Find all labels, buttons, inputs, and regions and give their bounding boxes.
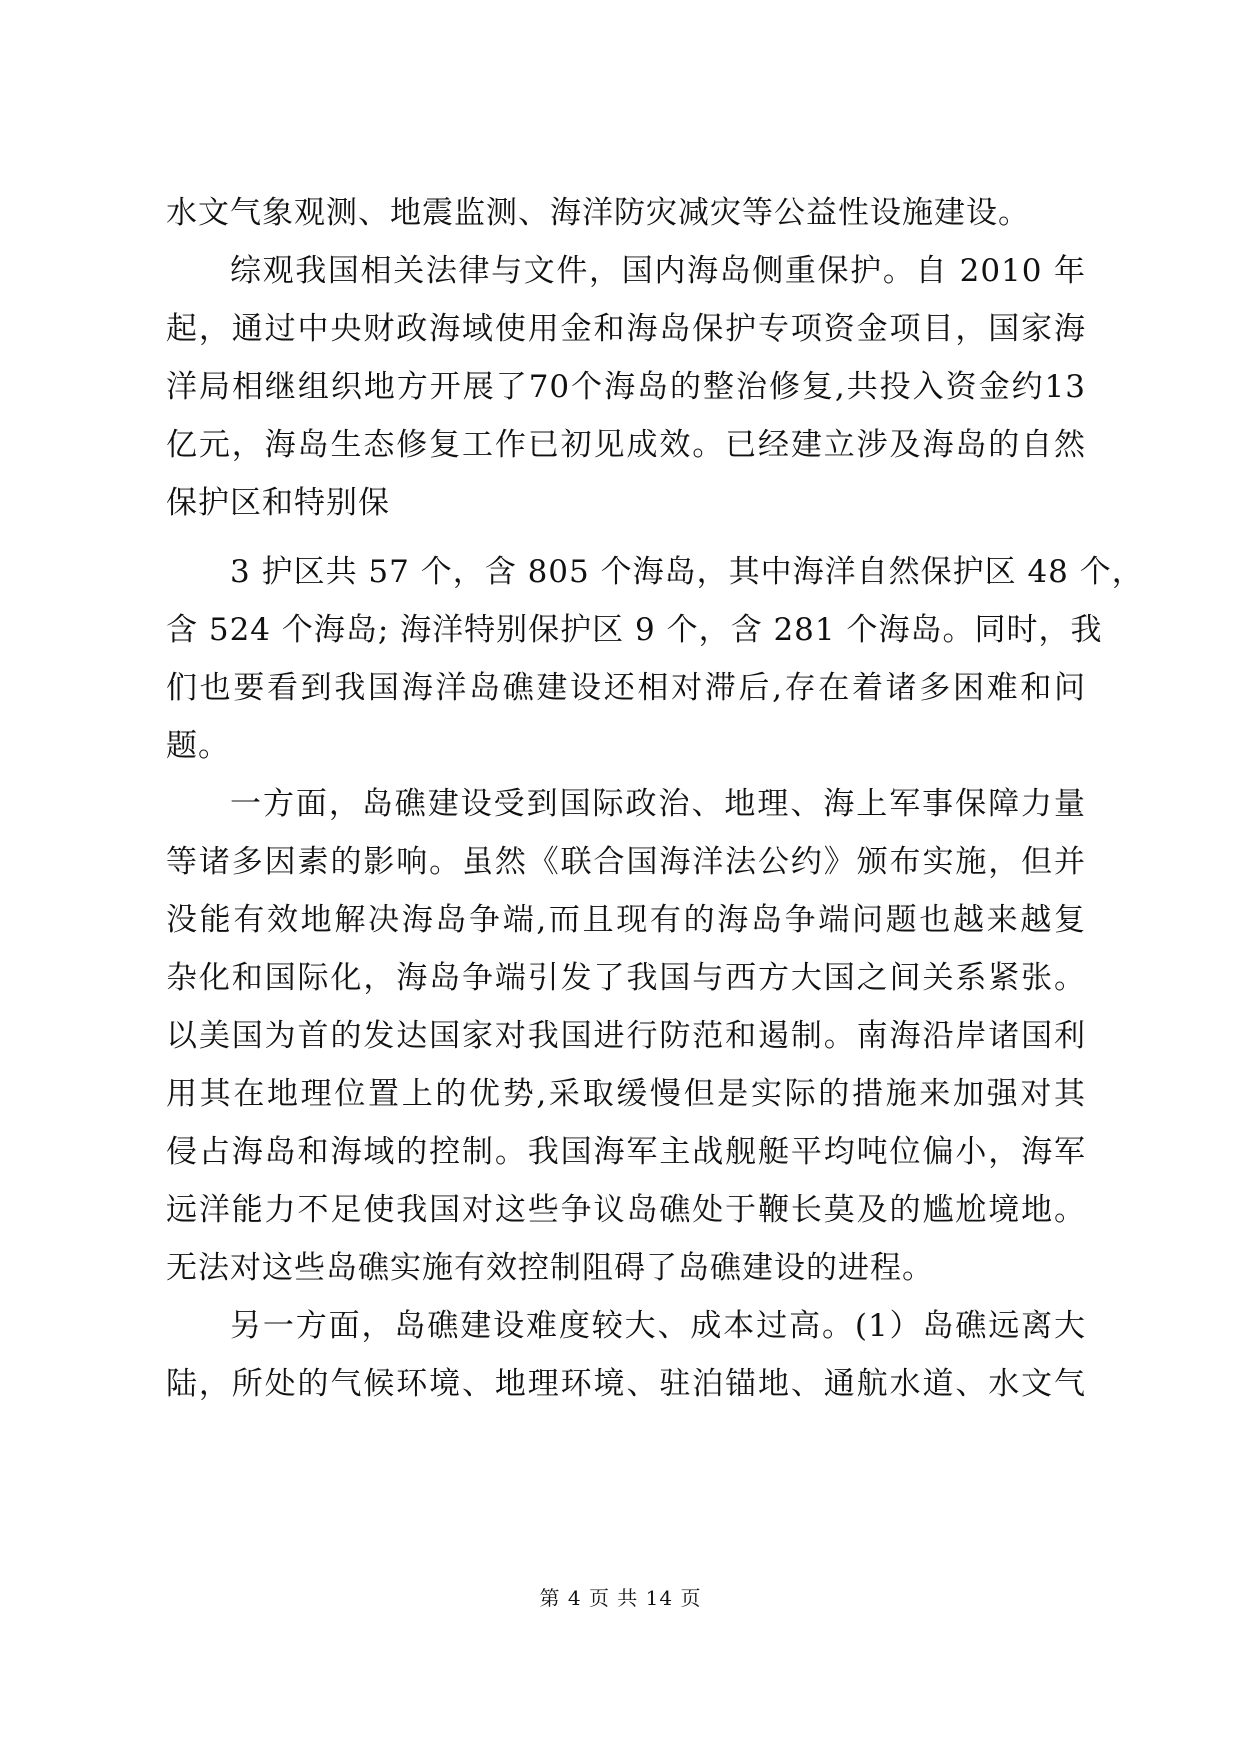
text-line: 远洋能力不足使我国对这些争议岛礁处于鞭长莫及的尴尬境地。 bbox=[166, 1192, 1086, 1228]
text-line: 亿元，海岛生态修复工作已初见成效。已经建立涉及海岛的自然 bbox=[166, 427, 1086, 463]
text-line: 无法对这些岛礁实施有效控制阻碍了岛礁建设的进程。 bbox=[166, 1250, 934, 1286]
text-line: 们也要看到我国海洋岛礁建设还相对滞后,存在着诸多困难和问 bbox=[166, 670, 1086, 706]
text-line: 杂化和国际化，海岛争端引发了我国与西方大国之间关系紧张。 bbox=[166, 960, 1086, 996]
text-line: 没能有效地解决海岛争端,而且现有的海岛争端问题也越来越复 bbox=[166, 902, 1086, 938]
text-line: 起，通过中央财政海域使用金和海岛保护专项资金项目，国家海 bbox=[166, 311, 1086, 347]
text-line: 陆，所处的气候环境、地理环境、驻泊锚地、通航水道、水文气 bbox=[166, 1366, 1086, 1402]
paragraph-first-line: 综观我国相关法律与文件，国内海岛侧重保护。自 2010 年 bbox=[230, 253, 1086, 289]
text-line: 以美国为首的发达国家对我国进行防范和遏制。南海沿岸诸国利 bbox=[166, 1018, 1086, 1054]
text-line: 题。 bbox=[166, 728, 230, 764]
paragraph-first-line: 一方面，岛礁建设受到国际政治、地理、海上军事保障力量 bbox=[230, 786, 1086, 822]
text-line: 侵占海岛和海域的控制。我国海军主战舰艇平均吨位偏小，海军 bbox=[166, 1134, 1086, 1170]
page-number-footer: 第 4 页 共 14 页 bbox=[539, 1586, 702, 1610]
text-line: 等诸多因素的影响。虽然《联合国海洋法公约》颁布实施，但并 bbox=[166, 844, 1086, 880]
paragraph-first-line: 另一方面，岛礁建设难度较大、成本过高。(1）岛礁远离大 bbox=[230, 1308, 1086, 1344]
text-line: 用其在地理位置上的优势,采取缓慢但是实际的措施来加强对其 bbox=[166, 1076, 1086, 1112]
body-text bbox=[166, 184, 1086, 532]
body-text bbox=[166, 543, 1144, 1413]
text-line: 含 524 个海岛; 海洋特别保护区 9 个，含 281 个海岛。同时，我 bbox=[166, 612, 1103, 648]
text-line: 水文气象观测、地震监测、海洋防灾减灾等公益性设施建设。 bbox=[166, 195, 1030, 231]
text-line: 保护区和特别保 bbox=[166, 485, 390, 521]
paragraph-first-line: 3 护区共 57 个，含 805 个海岛，其中海洋自然保护区 48 个， bbox=[230, 554, 1144, 590]
text-line: 洋局相继组织地方开展了70个海岛的整治修复,共投入资金约13 bbox=[166, 369, 1086, 405]
